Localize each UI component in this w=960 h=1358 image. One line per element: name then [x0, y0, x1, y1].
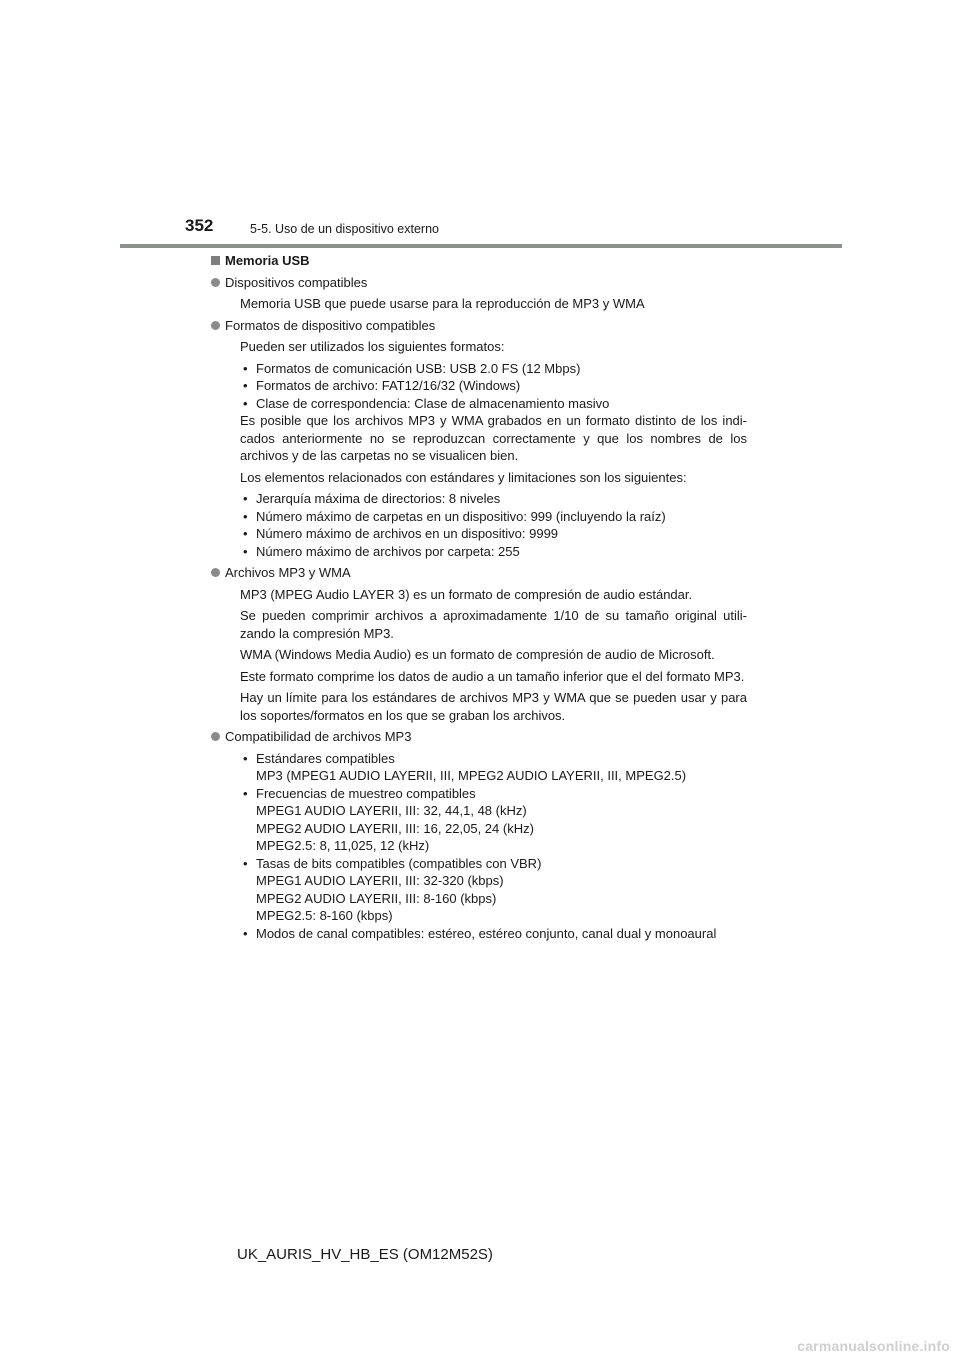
bullet-list: [240, 490, 747, 560]
list-item: [240, 785, 747, 855]
list-item: [240, 508, 747, 526]
list-item-line: • Formatos de archivo: FAT12/16/32 (Windows): [256, 378, 521, 393]
list-item-line: • Formatos de comunicación USB: USB 2.0 FS (12 Mbps): [256, 360, 581, 376]
paragraph: WMA (Windows Media Audio) es un formato de compresión de audio de Microsoft.: [240, 647, 715, 662]
list-item-line: MPEG2.5: 8, 11,025, 12 (kHz): [256, 838, 430, 853]
circle-bullet-icon: [211, 278, 220, 287]
list-item-line: • Número máximo de carpetas en un dispositivo: 999 (incluyendo la raíz): [256, 508, 666, 524]
list-item: [240, 395, 747, 413]
list-item-line: • Número máximo de archivos por carpeta: 255: [256, 543, 520, 559]
item-heading: [211, 274, 747, 292]
list-item: [240, 750, 747, 785]
paragraph: Pueden ser utilizados los siguientes formatos:: [240, 339, 505, 354]
item-body: [211, 295, 747, 313]
item-heading: [211, 728, 747, 746]
section-title-text: Memoria USB: [225, 253, 310, 268]
item-heading-text: Compatibilidad de archivos MP3: [225, 729, 412, 744]
list-item: [240, 543, 747, 561]
list-item: [240, 855, 747, 925]
paragraph: MP3 (MPEG Audio LAYER 3) es un formato de compresión de audio estándar.: [240, 586, 693, 602]
list-item-line: • Jerarquía máxima de directorios: 8 niveles: [256, 491, 501, 506]
paragraph: Memoria USB que puede usarse para la reproducción de MP3 y WMA: [240, 296, 645, 311]
list-item-line: MPEG1 AUDIO LAYERII, III: 32-320 (kbps): [256, 873, 504, 888]
paragraph: Este formato comprime los datos de audio a un tamaño inferior que el del formato MP3.: [240, 668, 745, 684]
header-rule: [120, 244, 842, 248]
item-body: [211, 750, 747, 943]
circle-bullet-icon: [211, 732, 220, 741]
page-content: [211, 252, 747, 942]
watermark: carmanualsonline.info: [797, 1338, 950, 1354]
bullet-list: [240, 360, 747, 413]
list-item-line: MPEG2 AUDIO LAYERII, III: 8-160 (kbps): [256, 890, 497, 906]
item-heading: [211, 564, 747, 582]
list-item: [240, 490, 747, 508]
section-title: [211, 252, 747, 270]
item-heading-text: Archivos MP3 y WMA: [225, 565, 351, 580]
circle-bullet-icon: [211, 321, 220, 330]
list-item-line: • Modos de canal compatibles: estéreo, estéreo conjunto, canal dual y monoaural: [256, 925, 717, 941]
paragraph: Se pueden comprimir archivos a aproximadamente 1/10 de su tamaño original utili-zando la compresión MP3.: [240, 608, 747, 641]
header-section-title: 5-5. Uso de un dispositivo externo: [250, 222, 439, 236]
items-container: [211, 274, 747, 943]
list-item-line: • Número máximo de archivos en un dispositivo: 9999: [256, 526, 559, 541]
list-item-line: • Clase de correspondencia: Clase de almacenamiento masivo: [256, 395, 610, 411]
list-item-line: MP3 (MPEG1 AUDIO LAYERII, III, MPEG2 AUDIO LAYERII, III, MPEG2.5): [256, 768, 687, 783]
item-heading-text: Dispositivos compatibles: [225, 274, 368, 290]
list-item-line: • Estándares compatibles: [256, 750, 395, 766]
item-body: [211, 338, 747, 560]
list-item-line: MPEG2.5: 8-160 (kbps): [256, 908, 393, 923]
paragraph: Hay un límite para los estándares de archivos MP3 y WMA que se pueden usar y para los soportes/formatos en los que se graban los archivos.: [240, 690, 747, 723]
circle-bullet-icon: [211, 568, 220, 577]
list-item: [240, 925, 747, 943]
paragraph: Es posible que los archivos MP3 y WMA grabados en un formato distinto de los indi-cados anteriormente no se reproduzcan correctamente y que los nombres de los archivos y de las carpetas no se visualicen bien.: [240, 413, 747, 463]
item-heading: [211, 317, 747, 335]
item-heading-text: Formatos de dispositivo compatibles: [225, 317, 436, 333]
list-item-line: MPEG1 AUDIO LAYERII, III: 32, 44,1, 48 (kHz): [256, 803, 527, 818]
footer-document-code: UK_AURIS_HV_HB_ES (OM12M52S): [237, 1246, 493, 1263]
list-item-line: • Tasas de bits compatibles (compatibles con VBR): [256, 855, 542, 871]
square-bullet-icon: [211, 256, 220, 265]
page-number: 352: [185, 216, 214, 235]
list-item-line: • Frecuencias de muestreo compatibles: [256, 785, 476, 801]
list-item: [240, 525, 747, 543]
item-body: [211, 586, 747, 725]
list-item: [240, 377, 747, 395]
list-item: [240, 360, 747, 378]
paragraph: Los elementos relacionados con estándares y limitaciones son los siguientes:: [240, 469, 687, 485]
list-item-line: MPEG2 AUDIO LAYERII, III: 16, 22,05, 24 (kHz): [256, 820, 534, 836]
bullet-list: [240, 750, 747, 943]
